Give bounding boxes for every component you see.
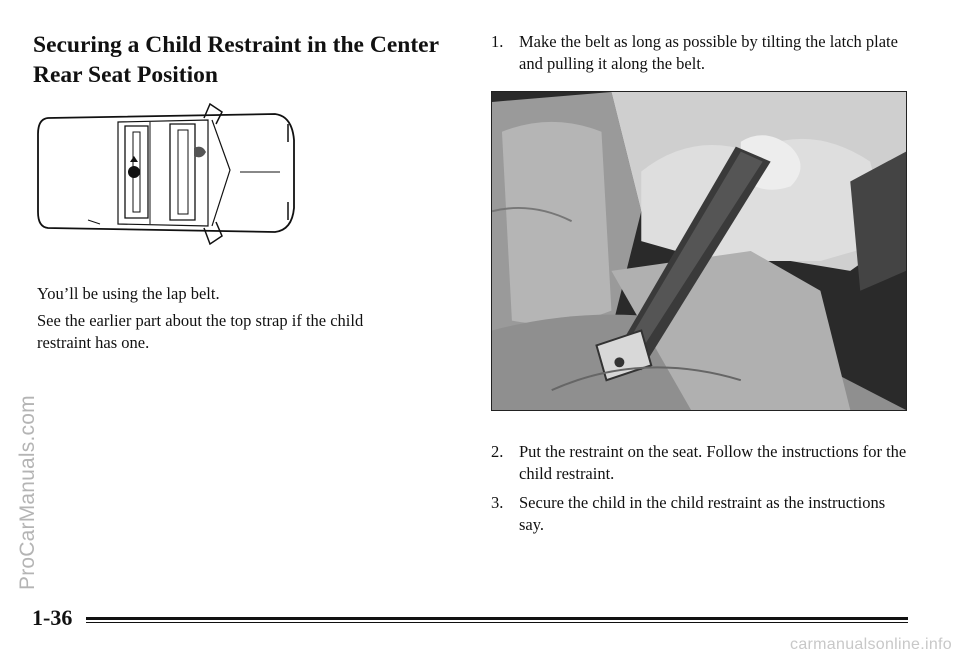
step-number: 2.	[491, 442, 504, 461]
footer-rule	[86, 617, 908, 620]
step-number: 1.	[491, 32, 504, 51]
paragraph-lap-belt: You’ll be using the lap belt.	[37, 284, 220, 303]
section-title: Securing a Child Restraint in the Center Rear Seat Position	[33, 32, 439, 88]
car-top-view-diagram	[30, 100, 310, 250]
paragraph-top-strap: See the earlier part about the top strap if the child restraint has one.	[37, 311, 364, 352]
step-3	[491, 492, 911, 536]
watermark: ProCarManuals.com	[16, 395, 39, 590]
footer-rule-thin	[86, 622, 908, 623]
page-number: 1-36	[32, 605, 73, 630]
step-number: 3.	[491, 493, 504, 512]
belt-photo-illustration	[492, 92, 906, 410]
step-2	[491, 441, 911, 485]
site-footer-link[interactable]: carmanualsonline.info	[790, 636, 952, 653]
step-text: Put the restraint on the seat. Follow the instructions for the child restraint.	[519, 442, 907, 483]
step-text: Secure the child in the child restraint as the instructions say.	[519, 493, 886, 534]
step-1	[491, 31, 911, 75]
step-text: Make the belt as long as possible by tilting the latch plate and pulling it along the belt.	[519, 32, 898, 73]
belt-photo	[491, 91, 907, 411]
